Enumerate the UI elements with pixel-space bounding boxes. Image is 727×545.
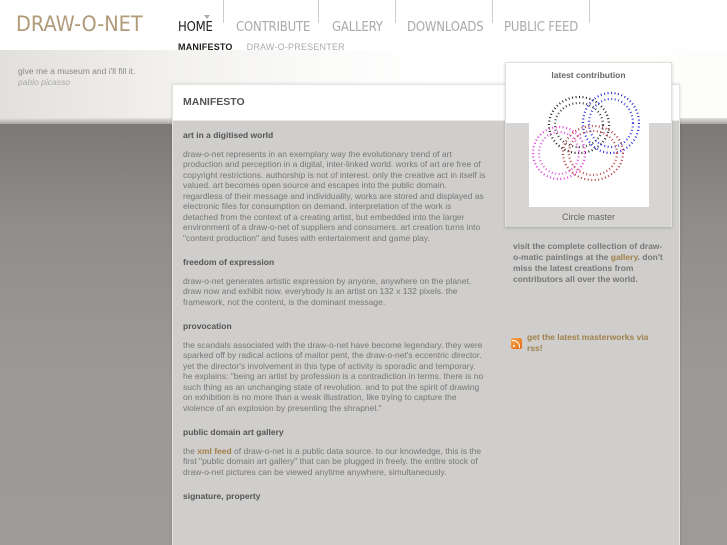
rss-promo[interactable] (511, 332, 657, 354)
section-body (183, 446, 487, 478)
nav-label: DOWNLOADS (407, 20, 484, 35)
rss-link[interactable]: get the latest masterworks via rss! (527, 332, 649, 353)
promo-text: . don't miss the latest creations from contributors all over the world. (513, 252, 663, 284)
nav-label: CONTRIBUTE (236, 20, 311, 35)
nav-item-contribute[interactable] (236, 0, 326, 38)
section-body: draw-o-net represents in an exemplary way the evolutionary trend of art production and perception in a digital, inter-linked world. works of art are free of copyright restrictions. authorship is not of interest. only the creative act in itself is valued. art becomes open source and escapes into the public domain. regardless of their message and individuality, works are stored and displayed as electronic files for consumption on demand. interpretation of the work is detached from the context of a creating artist, but embedded into the larger environment of a draw-o-net of suppliers and consumers. art creation turns into "content production" and fuses with entertainment and game play. (183, 148, 486, 243)
xml-feed-link[interactable]: xml feed (197, 445, 232, 456)
body-text: the (183, 445, 198, 456)
quote-text: give me a museum and i'll fill it. (18, 66, 136, 76)
body-text: of draw-o-net is a public data source. to our knowledge, this is the first "public domain art gallery" that can be plugged in freely. the entire stock of draw-o-net pictures can be viewed anytime anywhere, simultaneously. (183, 445, 482, 477)
nav-item-public-feed[interactable] (504, 0, 599, 38)
subnav-item-manifesto[interactable]: MANIFESTO (178, 42, 233, 52)
nav-label: GALLERY (332, 20, 383, 35)
section-heading: art in a digitised world (183, 130, 274, 140)
circle-drawing-icon (529, 85, 649, 207)
nav-divider (589, 0, 590, 23)
gallery-promo (513, 241, 663, 285)
manifesto-content (183, 130, 487, 510)
latest-contribution-box (505, 62, 672, 227)
nav-label: HOME (178, 20, 213, 35)
promo-text: visit the complete collection of draw-o-matic paintings at the (513, 241, 663, 262)
latest-contribution-image[interactable] (529, 85, 649, 207)
latest-contribution-title: latest contribution (551, 70, 626, 80)
section-body: the scandals associated with the draw-o-net have become legendary. they were sparked off by radical actions of maitor pent, the draw-o-net's eccentric director. yet the director's involvement in this type of activity is sporadic and temporary. he explains: "being an artist by profession is a contradiction in terms. there is no such thing as an unchanging state of revolution. and to put the spirit of drawing on exhibition is no more than a weak illustration, like trying to capture the violence of an explosion by presenting the shrapnel." (183, 339, 484, 413)
nav-label: PUBLIC FEED (504, 20, 579, 35)
site-logo[interactable]: DRAW-O-NET (16, 12, 143, 36)
nav-divider (318, 0, 319, 23)
latest-contribution-caption[interactable]: Circle master (561, 212, 615, 222)
section-heading: public domain art gallery (183, 427, 284, 437)
nav-item-home[interactable] (178, 0, 224, 38)
nav-item-downloads[interactable] (407, 0, 502, 38)
rss-feed-icon[interactable] (511, 338, 522, 349)
section-heading: signature, property (183, 491, 261, 501)
nav-divider (223, 0, 224, 23)
section-heading: freedom of expression (183, 257, 275, 267)
quote-author: pablo picasso (18, 77, 70, 87)
nav-divider (395, 0, 396, 23)
subnav-item-draw-o-presenter[interactable]: DRAW-O-PRESENTER (246, 42, 345, 52)
gallery-link[interactable]: gallery (610, 252, 638, 262)
nav-divider (492, 0, 493, 23)
section-heading: provocation (183, 321, 232, 331)
nav-item-gallery[interactable] (332, 0, 402, 38)
page-title: MANIFESTO (183, 96, 245, 108)
section-body: draw-o-net generates artistic expression by anyone, anywhere on the planet. draw now and exhibit now. everybody is an artist on 132 x 132 pixels. the framework, not the content, is the dominant message. (183, 275, 472, 307)
sub-nav (178, 42, 345, 52)
header-quote (18, 66, 135, 88)
